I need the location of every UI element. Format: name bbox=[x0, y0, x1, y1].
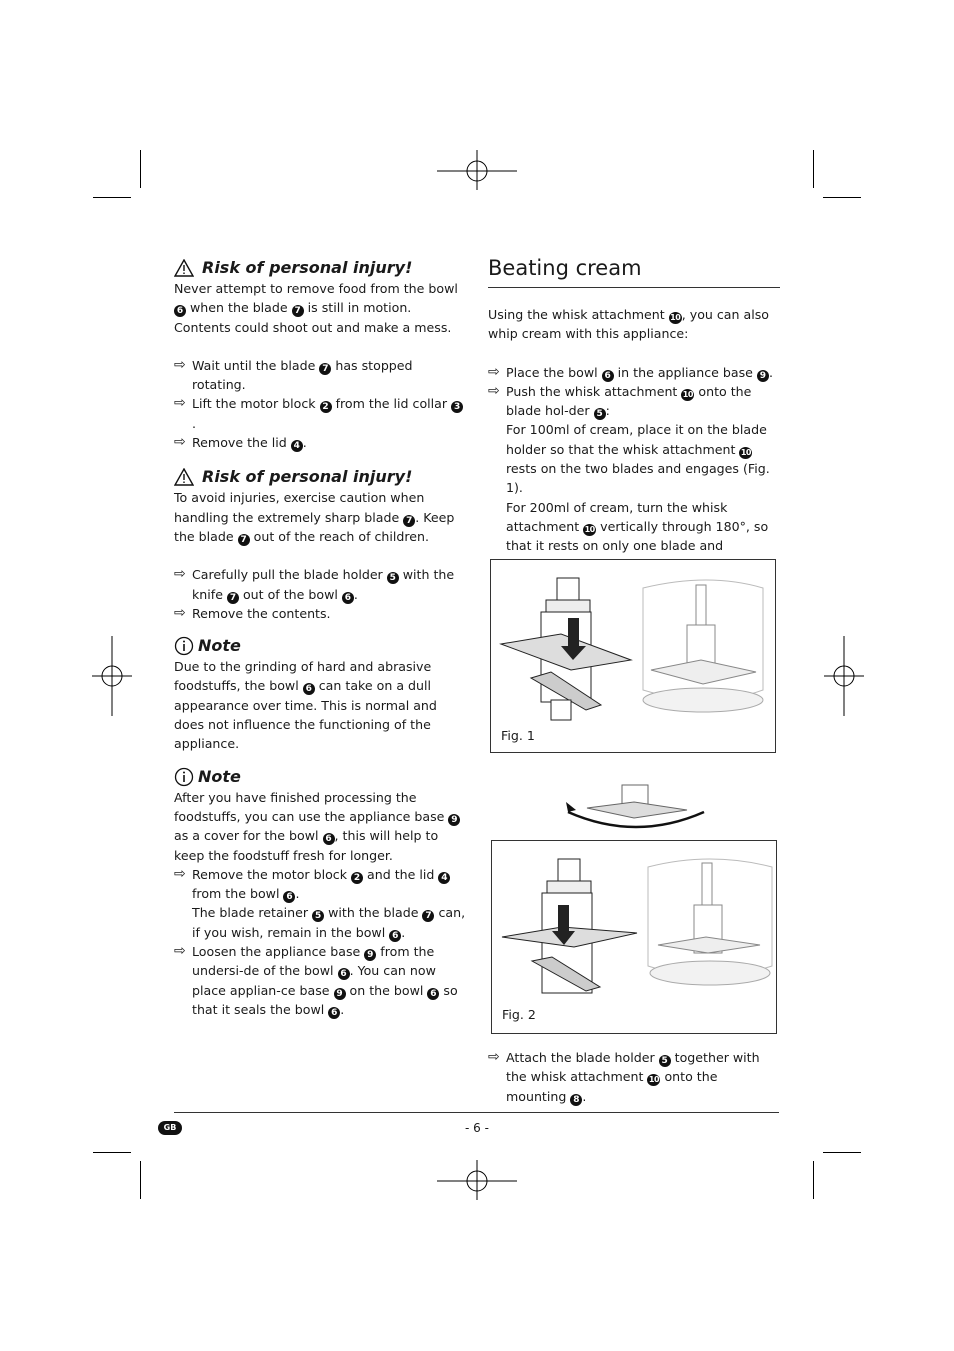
note-2-steps bbox=[174, 865, 466, 1019]
step-item bbox=[174, 865, 466, 942]
step-text: Attach the blade holder 5 together with the whisk attachment 10 onto the mounting 8 . bbox=[506, 1050, 760, 1105]
note-title: Note bbox=[198, 766, 241, 786]
info-icon bbox=[174, 636, 194, 656]
part-number-badge: 6 bbox=[283, 891, 295, 903]
part-number-badge: 10 bbox=[584, 524, 595, 534]
part-number-badge: 6 bbox=[303, 683, 315, 695]
step-text: Remove the contents. bbox=[192, 605, 331, 621]
note-text: Due to the grinding of hard and abrasive foodstuffs, the bowl 6 can take on a dull appearance over time. This is normal and does not influence the functioning of the appliance. bbox=[174, 659, 437, 752]
part-number-badge: 6 bbox=[174, 305, 186, 317]
step-text: Remove the motor block 2 and the lid 4 from the bowl 6 . The blade retainer 5 with the blade 7 can, if you wish, remain in the bowl 6 . bbox=[192, 866, 466, 941]
arrow-right-icon: ⇨ bbox=[174, 566, 186, 583]
part-number-badge: 6 bbox=[323, 833, 335, 845]
part-number-badge: 5 bbox=[594, 408, 606, 420]
warning-text: To avoid injuries, exercise caution when handling the extremely sharp blade 7 . Keep the blade 7 out of the reach of children. bbox=[174, 490, 455, 545]
arrow-right-icon: ⇨ bbox=[488, 382, 500, 399]
footer-rule bbox=[174, 1112, 779, 1113]
arrow-right-icon: ⇨ bbox=[174, 604, 186, 621]
step-item bbox=[174, 604, 466, 623]
figure-2-label: Fig. 2 bbox=[502, 1007, 536, 1022]
part-number-badge: 9 bbox=[757, 370, 769, 382]
warning-2-steps bbox=[174, 565, 466, 623]
part-number-badge: 7 bbox=[422, 910, 434, 922]
step-text: Push the whisk attachment 10 onto the blade hol-der 5 : For 100ml of cream, place it on the blade holder so that the whisk attachment 10 rests on the two blades and engages (Fig. 1). For 200ml of cream, turn the whisk attachment 10 vertically through 180°, so that it rests on only one blade and bbox=[506, 383, 770, 554]
step-item bbox=[174, 942, 466, 1019]
warning-heading-1 bbox=[174, 257, 466, 279]
part-number-badge: 3 bbox=[451, 401, 463, 413]
part-number-badge: 7 bbox=[319, 363, 331, 375]
figure-1 bbox=[490, 559, 776, 753]
note-title: Note bbox=[198, 636, 241, 656]
part-number-badge: 7 bbox=[292, 305, 304, 317]
warning-triangle-icon bbox=[174, 468, 194, 486]
step-item bbox=[174, 433, 466, 452]
warning-title: Risk of personal injury! bbox=[202, 467, 413, 487]
part-number-badge: 2 bbox=[320, 401, 332, 413]
section-title: Beating cream bbox=[488, 255, 780, 288]
step-item bbox=[488, 1048, 780, 1106]
intro-text: Using the whisk attachment 10, you can also whip cream with this appliance: bbox=[488, 307, 769, 342]
final-step-block bbox=[488, 1048, 780, 1106]
warning-heading-2 bbox=[174, 466, 466, 488]
part-number-badge: 6 bbox=[389, 930, 401, 942]
warning-title: Risk of personal injury! bbox=[202, 258, 413, 277]
part-number-badge: 6 bbox=[342, 592, 354, 604]
part-number-badge: 10 bbox=[740, 447, 751, 457]
step-text: Place the bowl 6 in the appliance base 9 . bbox=[506, 364, 773, 381]
part-number-badge: 5 bbox=[659, 1055, 671, 1067]
registration-mark-top bbox=[437, 150, 517, 192]
registration-mark-left bbox=[92, 636, 134, 716]
step-text: Wait until the blade 7 has stopped rotating. bbox=[192, 357, 413, 393]
figure-2 bbox=[491, 840, 777, 1034]
part-number-badge: 8 bbox=[570, 1094, 582, 1106]
part-number-badge: 9 bbox=[334, 988, 346, 1000]
arrow-right-icon: ⇨ bbox=[174, 434, 186, 451]
part-number-badge: 10 bbox=[670, 313, 681, 322]
step-item bbox=[488, 363, 780, 382]
note-heading-1 bbox=[174, 635, 466, 657]
warning-text: Never attempt to remove food from the bowl 6 when the blade 7 is still in motion. Contents could shoot out and make a mess. bbox=[174, 281, 458, 335]
info-icon bbox=[174, 767, 194, 787]
figure-1-illustration bbox=[491, 560, 775, 730]
part-number-badge: 7 bbox=[238, 534, 250, 546]
registration-mark-bottom bbox=[437, 1160, 517, 1202]
arrow-right-icon: ⇨ bbox=[488, 1049, 500, 1065]
step-item bbox=[174, 394, 466, 433]
left-column bbox=[174, 255, 466, 1019]
part-number-badge: 4 bbox=[438, 872, 450, 884]
part-number-badge: 6 bbox=[602, 370, 614, 382]
part-number-badge: 7 bbox=[403, 515, 415, 527]
step-text: Remove the lid 4 . bbox=[192, 435, 307, 452]
warning-triangle-icon bbox=[174, 259, 194, 277]
part-number-badge: 9 bbox=[364, 949, 376, 961]
arrow-right-icon: ⇨ bbox=[174, 943, 186, 960]
part-number-badge: 6 bbox=[427, 988, 439, 1000]
part-number-badge: 10 bbox=[648, 1075, 660, 1085]
part-number-badge: 6 bbox=[328, 1007, 340, 1019]
part-number-badge: 7 bbox=[227, 592, 239, 604]
step-item bbox=[174, 565, 466, 604]
step-text: Carefully pull the blade holder 5 with the knife 7 out of the bowl 6 . bbox=[192, 567, 455, 603]
arrow-right-icon: ⇨ bbox=[174, 356, 186, 373]
arrow-right-icon: ⇨ bbox=[174, 395, 186, 412]
part-number-badge: 6 bbox=[338, 968, 350, 980]
arrow-right-icon: ⇨ bbox=[488, 363, 500, 380]
figure-2-illustration bbox=[492, 841, 776, 1011]
part-number-badge: 2 bbox=[351, 872, 363, 884]
step-text: Loosen the appliance base 9 from the undersi-de of the bowl 6 . You can now place applian-ce base 9 on the bowl 6 so that it seals the bowl 6 . bbox=[192, 944, 458, 1018]
part-number-badge: 9 bbox=[448, 814, 460, 826]
part-number-badge: 10 bbox=[682, 389, 693, 399]
language-badge: GB bbox=[158, 1121, 182, 1135]
registration-mark-right bbox=[822, 636, 864, 716]
part-number-badge: 4 bbox=[291, 440, 303, 452]
arrow-right-icon: ⇨ bbox=[174, 865, 186, 882]
right-column bbox=[488, 255, 780, 594]
figure-1-label: Fig. 1 bbox=[501, 728, 535, 743]
page-number: - 6 - bbox=[465, 1121, 489, 1135]
part-number-badge: 5 bbox=[312, 910, 324, 922]
step-text: Lift the motor block 2 from the lid collar 3. bbox=[192, 396, 463, 430]
rotate-whisk-illustration bbox=[562, 780, 710, 830]
warning-1-steps bbox=[174, 356, 466, 452]
note-text: After you have finished processing the foodstuffs, you can use the appliance base 9 as a cover for the bowl 6 , this will help to keep the foodstuff fresh for longer. bbox=[174, 788, 466, 865]
step-item bbox=[174, 356, 466, 395]
part-number-badge: 5 bbox=[387, 572, 399, 584]
note-heading-2 bbox=[174, 766, 466, 788]
